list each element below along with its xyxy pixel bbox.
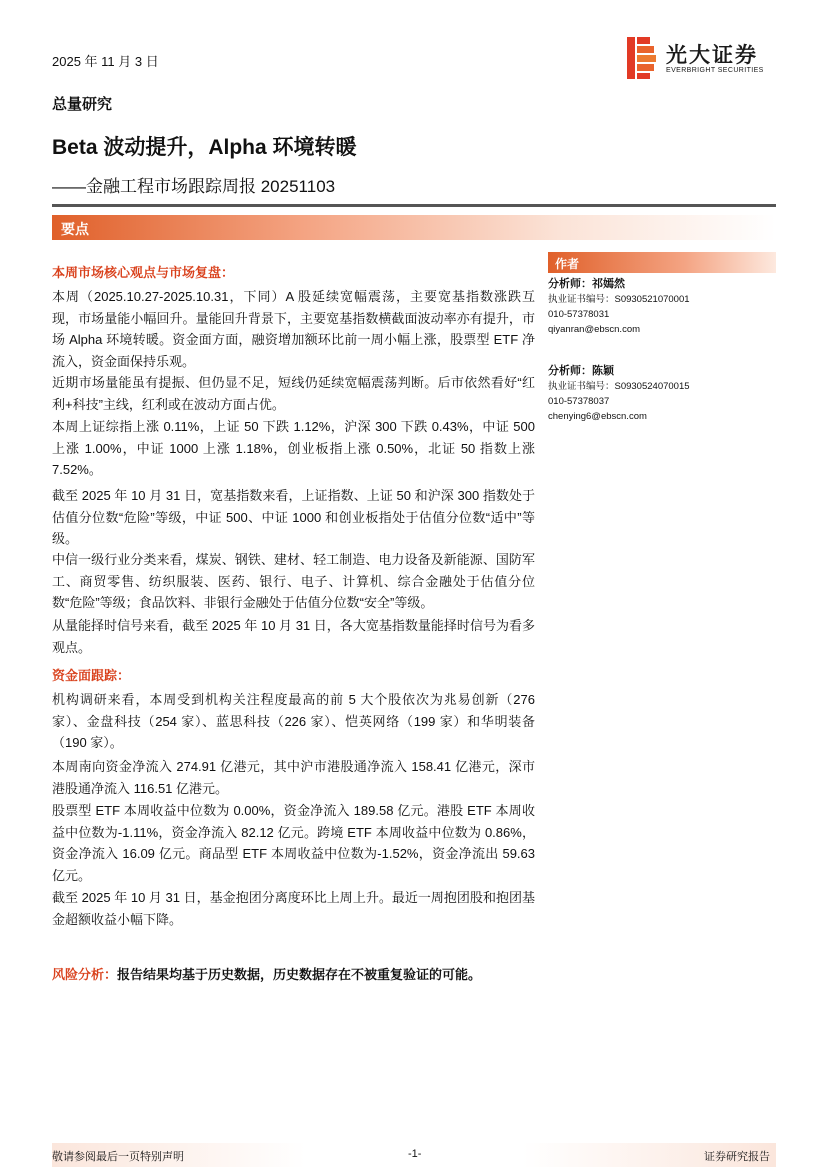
title-divider bbox=[52, 204, 776, 207]
key-points-bar bbox=[52, 215, 776, 240]
author-name: 分析师：陈颖 bbox=[548, 365, 614, 377]
author-email[interactable]: chenying6@ebscn.com bbox=[548, 411, 647, 422]
page-number: -1- bbox=[408, 1148, 422, 1160]
risk-analysis bbox=[52, 964, 481, 983]
funds-heading: 资金面跟踪： bbox=[52, 668, 131, 683]
footer-disclaimer: 敬请参阅最后一页特别声明 bbox=[52, 1151, 184, 1163]
market-heading: 本周市场核心观点与市场复盘： bbox=[52, 265, 235, 280]
funds-paragraph-1: 机构调研来看，本周受到机构关注程度最高的前 5 大个股依次为兆易创新（276 家）、金盘科技（254 家）、蓝思科技（226 家）、恺英网络（199 家）和华明装备（190 家）。 bbox=[52, 692, 535, 750]
report-title: Beta 波动提升，Alpha 环境转暖 bbox=[52, 136, 357, 159]
report-date: 2025 年 11 月 3 日 bbox=[52, 54, 159, 69]
funds-paragraph-2: 本周南向资金净流入 274.91 亿港元，其中沪市港股通净流入 158.41 亿港元，深市港股通净流入 116.51 亿港元。 bbox=[52, 759, 535, 796]
everbright-logo-mark-icon bbox=[627, 37, 657, 79]
author-phone: 010-57378037 bbox=[548, 396, 610, 407]
market-paragraph-5: 中信一级行业分类来看，煤炭、钢铁、建材、轻工制造、电力设备及新能源、国防军工、商贸零售、纺织服装、医药、银行、电子、计算机、综合金融处于估值分位数“危险”等级；食品饮料、非银行金融处于估值分位数“安全”等级。 bbox=[52, 552, 535, 610]
author-email[interactable]: qiyanran@ebscn.com bbox=[548, 324, 641, 335]
everbright-logo bbox=[627, 37, 777, 79]
author-bar-label: 作者 bbox=[555, 257, 580, 271]
author-name: 分析师：祁嫣然 bbox=[548, 278, 625, 290]
market-paragraph-3: 本周上证综指上涨 0.11%，上证 50 下跌 1.12%，沪深 300 下跌 0.43%，中证 500 上涨 1.00%，中证 1000 上涨 1.18%，创业板指上涨 0.50%，北证 50 指数上涨 7.52%。 bbox=[52, 419, 535, 477]
author-cert: 执业证书编号：S0930521070001 bbox=[548, 294, 690, 305]
risk-label: 风险分析： bbox=[52, 967, 118, 982]
footer-report-type: 证券研究报告 bbox=[704, 1151, 770, 1163]
key-points-label: 要点 bbox=[61, 221, 89, 237]
author-phone: 010-57378031 bbox=[548, 309, 610, 320]
report-subtitle: ——金融工程市场跟踪周报 20251103 bbox=[52, 177, 336, 196]
author-card-1 bbox=[548, 276, 776, 337]
author-cert: 执业证书编号：S0930524070015 bbox=[548, 381, 690, 392]
logo-english-name: EVERBRIGHT SECURITIES bbox=[666, 67, 764, 74]
logo-chinese-name: 光大证券 bbox=[666, 44, 758, 67]
page-footer bbox=[52, 1143, 776, 1167]
author-bar bbox=[548, 252, 776, 273]
author-card-2 bbox=[548, 363, 776, 424]
funds-paragraph-3: 股票型 ETF 本周收益中位数为 0.00%，资金净流入 189.58 亿元。港股 ETF 本周收益中位数为-1.11%，资金净流入 82.12 亿元。跨境 ETF 本周收益中位数为 0.86%，资金净流入 16.09 亿元。商品型 ETF 本周收益中位数为-1.52%，资金净流出 59.63 亿元。 bbox=[52, 803, 535, 883]
funds-paragraph-4: 截至 2025 年 10 月 31 日，基金抱团分离度环比上周上升。最近一周抱团股和抱团基金超额收益小幅下降。 bbox=[52, 890, 535, 927]
report-category: 总量研究 bbox=[52, 96, 113, 113]
market-paragraph-2: 近期市场量能虽有提振、但仍显不足，短线仍延续宽幅震荡判断。后市依然看好“红利+科技”主线，红利或在波动方面占优。 bbox=[52, 375, 535, 412]
market-paragraph-1: 本周（2025.10.27-2025.10.31，下同）A 股延续宽幅震荡，主要宽基指数涨跌互现，市场量能小幅回升。量能回升背景下，主要宽基指数横截面波动率亦有提升，市场 Alpha 环境转暖。资金面方面，融资增加额环比前一周小幅上涨，股票型 ETF 净流入，资金面保持乐观。 bbox=[52, 289, 535, 369]
market-paragraph-6: 从量能择时信号来看，截至 2025 年 10 月 31 日，各大宽基指数量能择时信号为看多观点。 bbox=[52, 618, 535, 655]
risk-text: 报告结果均基于历史数据，历史数据存在不被重复验证的可能。 bbox=[117, 967, 482, 982]
market-paragraph-4: 截至 2025 年 10 月 31 日，宽基指数来看，上证指数、上证 50 和沪深 300 指数处于估值分位数“危险”等级，中证 500、中证 1000 和创业板指处于估值分位数“适中”等级。 bbox=[52, 488, 535, 546]
